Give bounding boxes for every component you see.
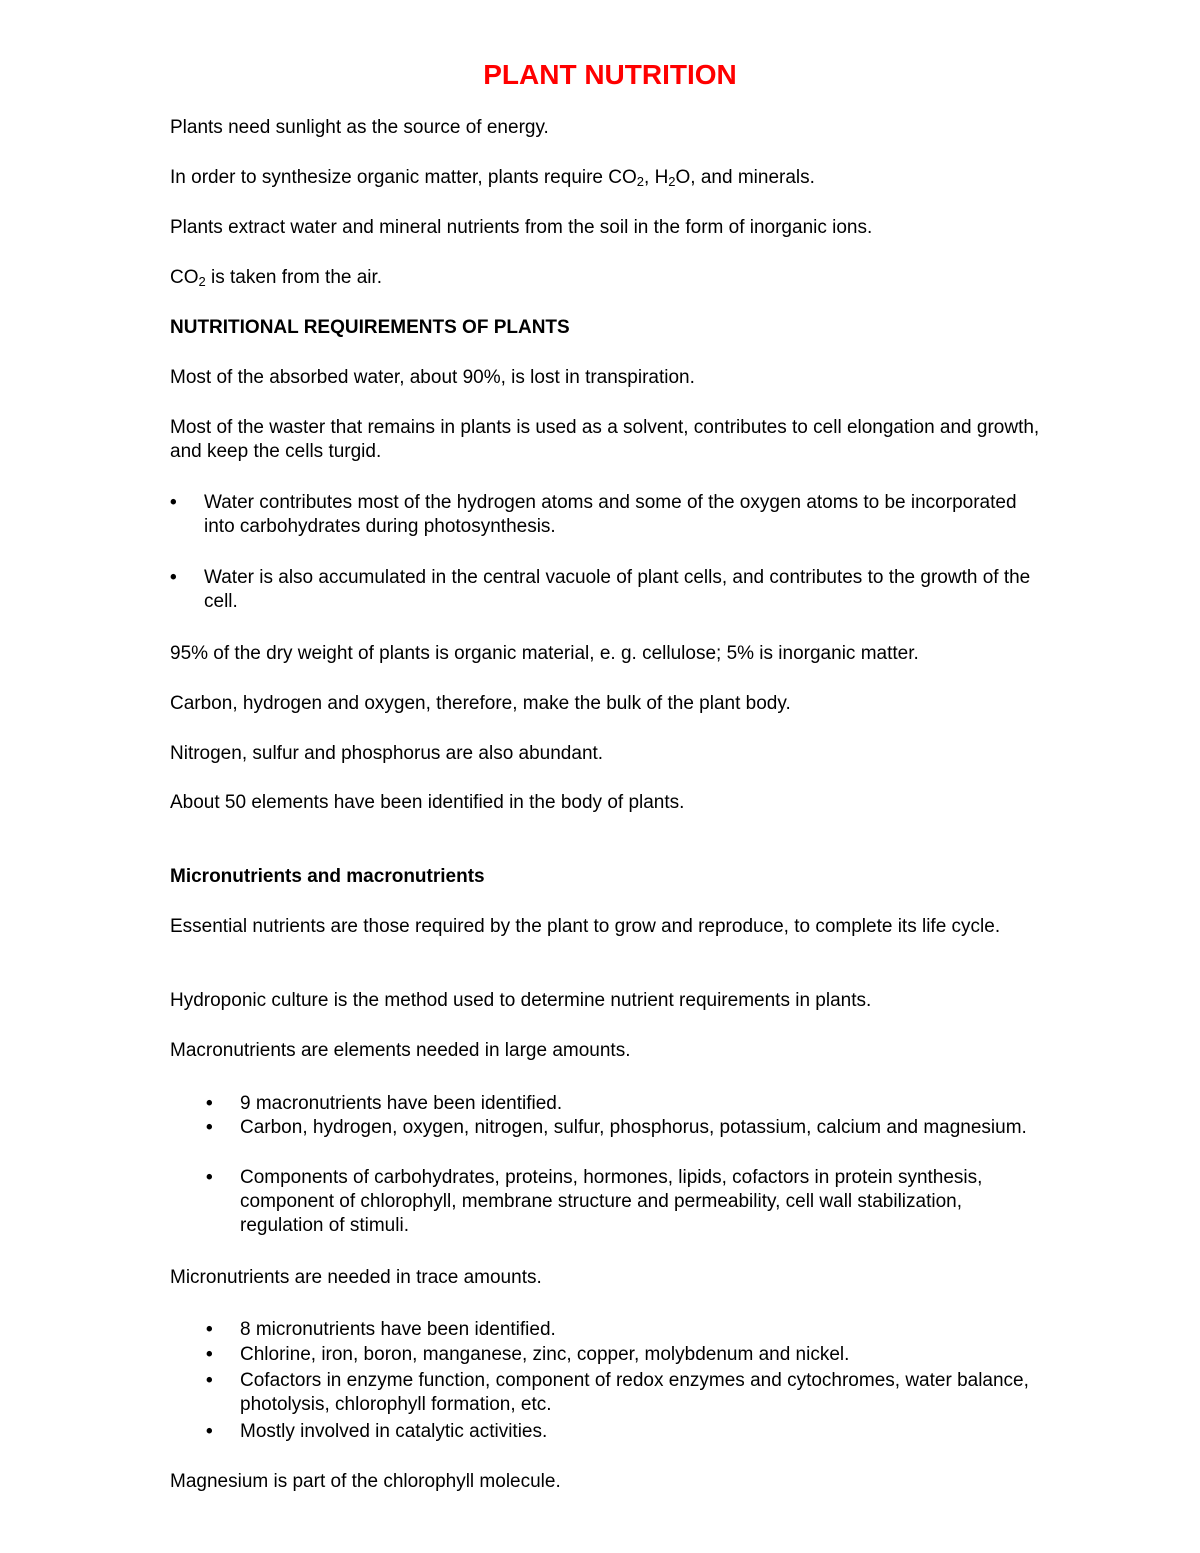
section1-bullet-1-text: Water contributes most of the hydrogen atoms and some of the oxygen atoms to be incorporated into carbohydrates during photosynthesis. — [204, 492, 1017, 537]
intro-p4-pre: CO — [170, 267, 199, 288]
intro-p2-post: O, and minerals. — [675, 167, 815, 188]
micro-bullet-4-text: Mostly involved in catalytic activities. — [240, 1421, 548, 1442]
bullet-dot: • — [206, 1117, 213, 1138]
section1-bullet-2-text: Water is also accumulated in the central vacuole of plant cells, and contributes to the growth of the cell. — [204, 567, 1031, 612]
intro-paragraph-2 — [170, 166, 1050, 190]
intro-p4-sub: 2 — [198, 274, 206, 289]
micro-bullet-3-text: Cofactors in enzyme function, component of redox enzymes and cytochromes, water balance, photolysis, chlorophyll formation, etc. — [240, 1370, 1029, 1415]
section1-paragraph-5: Nitrogen, sulfur and phosphorus are also abundant. — [170, 743, 604, 764]
section2-paragraph-3: Macronutrients are elements needed in large amounts. — [170, 1040, 631, 1061]
section2-paragraph-4: Micronutrients are needed in trace amounts. — [170, 1267, 542, 1288]
micro-bullet-3 — [206, 1369, 1045, 1417]
micro-bullet-1 — [206, 1318, 1045, 1342]
intro-p4-post: is taken from the air. — [205, 267, 383, 288]
bullet-dot: • — [206, 1421, 213, 1442]
micro-bullet-2-text: Chlorine, iron, boron, manganese, zinc, copper, molybdenum and nickel. — [240, 1344, 850, 1365]
intro-paragraph-1: Plants need sunlight as the source of energy. — [170, 117, 549, 138]
bullet-dot: • — [206, 1093, 213, 1114]
macro-bullet-1-text: 9 macronutrients have been identified. — [240, 1093, 563, 1114]
section1-paragraph-2: Most of the waster that remains in plants is used as a solvent, contributes to cell elongation and growth, and keep the cells turgid. — [170, 417, 1040, 462]
section2-paragraph-2: Hydroponic culture is the method used to determine nutrient requirements in plants. — [170, 990, 872, 1011]
intro-p2-sub2: 2 — [668, 174, 676, 189]
micro-bullet-2 — [206, 1343, 1045, 1367]
intro-p2-sub1: 2 — [636, 174, 645, 189]
micro-bullet-4 — [206, 1420, 1045, 1444]
section2-paragraph-1: Essential nutrients are those required by the plant to grow and reproduce, to complete its life cycle. — [170, 916, 1001, 937]
bullet-dot: • — [170, 567, 177, 588]
micro-bullet-1-text: 8 micronutrients have been identified. — [240, 1319, 556, 1340]
section-heading-micro-macro: Micronutrients and macronutrients — [170, 866, 485, 887]
intro-paragraph-4 — [170, 266, 1050, 290]
macro-bullet-2-text: Carbon, hydrogen, oxygen, nitrogen, sulfur, phosphorus, potassium, calcium and magnesium. — [240, 1117, 1027, 1138]
macro-bullet-1 — [206, 1092, 1045, 1116]
macro-bullet-2 — [206, 1116, 1045, 1140]
intro-paragraph-3: Plants extract water and mineral nutrients from the soil in the form of inorganic ions. — [170, 217, 873, 238]
macro-bullet-3 — [206, 1166, 1045, 1238]
macro-bullet-3-text: Components of carbohydrates, proteins, hormones, lipids, cofactors in protein synthesis, component of chlorophyll, membrane structure and permeability, cell wall stabilization, regulation of stimuli. — [240, 1167, 983, 1236]
section-heading-nutritional-requirements: NUTRITIONAL REQUIREMENTS OF PLANTS — [170, 317, 570, 338]
intro-p2-pre: In order to synthesize organic matter, plants require CO — [170, 167, 637, 188]
section1-paragraph-4: Carbon, hydrogen and oxygen, therefore, make the bulk of the plant body. — [170, 693, 791, 714]
section1-paragraph-3: 95% of the dry weight of plants is organic material, e. g. cellulose; 5% is inorganic matter. — [170, 643, 919, 664]
section1-bullet-2 — [170, 566, 1034, 614]
section2-paragraph-5: Magnesium is part of the chlorophyll molecule. — [170, 1471, 561, 1492]
section1-bullet-1 — [170, 491, 1034, 539]
intro-p2-mid: , H — [644, 167, 669, 188]
bullet-dot: • — [170, 492, 177, 513]
bullet-dot: • — [206, 1344, 213, 1365]
bullet-dot: • — [206, 1319, 213, 1340]
document-title: PLANT NUTRITION — [483, 59, 737, 90]
bullet-dot: • — [206, 1370, 213, 1391]
section1-paragraph-6: About 50 elements have been identified in the body of plants. — [170, 792, 685, 813]
bullet-dot: • — [206, 1167, 213, 1188]
section1-paragraph-1: Most of the absorbed water, about 90%, is lost in transpiration. — [170, 367, 695, 388]
